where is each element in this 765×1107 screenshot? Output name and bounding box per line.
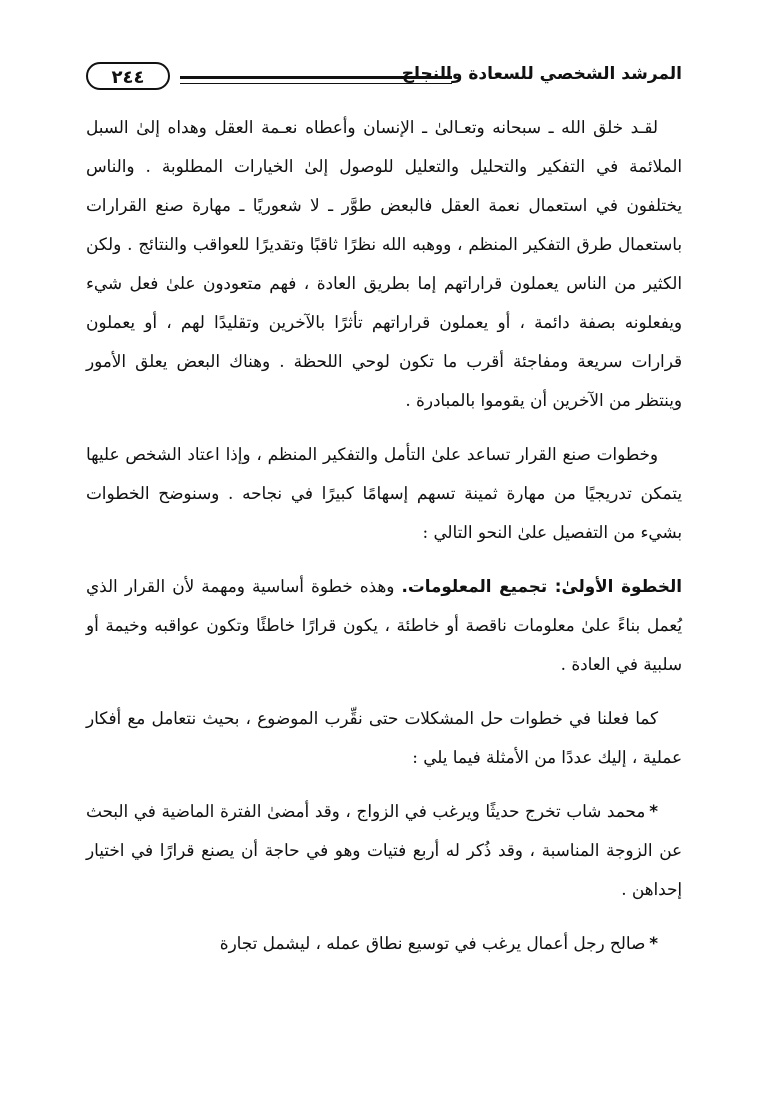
example-text: محمد شاب تخرج حديثًا ويرغب في الزواج ، وقد أمضىٰ الفترة الماضية في البحث عن الزوجة المناسبة ، وقد ذُكر له أربع فتيات وهو في حاجة أن يصنع قرارًا في اختيار إحداهن . bbox=[86, 801, 682, 899]
star-bullet: * bbox=[649, 933, 658, 953]
page-header bbox=[86, 58, 682, 98]
book-page bbox=[86, 58, 682, 1088]
paragraph-steps: وخطوات صنع القرار تساعد علىٰ التأمل والتفكير المنظم ، وإذا اعتاد الشخص عليها يتمكن تدريجيًا من مهارة ثمينة تسهم إسهامًا كبيرًا في نجاحه . وسنوضح الخطوات بشيء من التفصيل علىٰ النحو التالي : bbox=[86, 444, 682, 542]
example-text: صالح رجل أعمال يرغب في توسيع نطاق عمله ، ليشمل تجارة bbox=[219, 933, 646, 953]
step-one-text: وهذه خطوة أساسية ومهمة لأن القرار الذي يُعمل بناءً علىٰ معلومات ناقصة أو خاطئة ، يكون قرارًا خاطئًا وتكون عواقبه وخيمة أو سلبية في العادة . bbox=[86, 576, 682, 674]
example-item bbox=[86, 924, 682, 963]
header-rule bbox=[180, 76, 452, 84]
paragraph-examples-intro: كما فعلنا في خطوات حل المشكلات حتى نقِّرب الموضوع ، بحيث نتعامل مع أفكار عملية ، إليك عددًا من الأمثلة فيما يلي : bbox=[86, 708, 682, 767]
page-number: ٢٤٤ bbox=[86, 62, 170, 90]
star-bullet: * bbox=[649, 801, 658, 821]
paragraph-step-one bbox=[86, 567, 682, 684]
example-item bbox=[86, 792, 682, 909]
step-one-title: الخطوة الأولىٰ: تجميع المعلومات. bbox=[401, 576, 682, 596]
paragraph-intro: لقـد خلق الله ـ سبحانه وتعـالىٰ ـ الإنسان وأعطاه نعـمة العقل وهداه إلىٰ السبل الملائمة في التفكير والتحليل والتعليل للوصول إلىٰ الخيارات المطلوبة . والناس يختلفون في استعمال نعمة العقل فالبعض طوَّر ـ لا شعوريًا ـ مهارة صنع القرارات باستعمال طرق التفكير المنظم ، ووهبه الله نظرًا ثاقبًا وتقديرًا للعواقب والنتائج . ولكن الكثير من الناس يعملون قراراتهم إما بطريق العادة ، فهم متعودون علىٰ فعل شيء ويفعلونه بصفة دائمة ، أو يعملون قراراتهم تأثرًا بالآخرين وتقليدًا لهم ، أو يعملون قرارات سريعة ومفاجئة أقرب ما تكون لوحي اللحظة . وهناك البعض يعلق الأمور وينتظر من الآخرين أن يقوموا بالمبادرة . bbox=[86, 117, 682, 410]
page-body bbox=[86, 108, 682, 963]
running-title: المرشد الشخصي للسعادة والنجاح bbox=[401, 64, 682, 84]
